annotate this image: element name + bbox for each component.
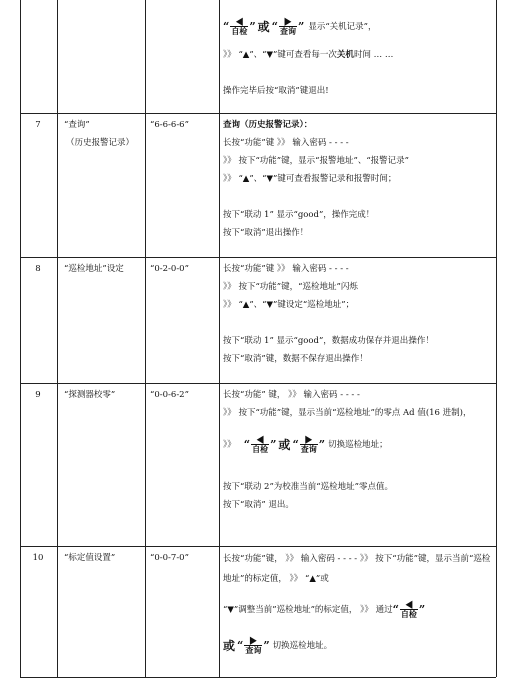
step-line bbox=[223, 188, 493, 206]
table-border-bottom bbox=[20, 677, 496, 678]
function-name: “巡检地址”设定 bbox=[64, 264, 124, 274]
self-test-key-icon: ◀ 自检 bbox=[231, 16, 248, 36]
column-divider bbox=[145, 0, 146, 677]
continued-description bbox=[223, 10, 493, 100]
section-title: 查询（历史报警记录）： bbox=[223, 120, 313, 130]
shutdown-record-line: “ ◀ 自检 ” 或 “ ▶ 查询 ” 显示“关机记录”， bbox=[223, 16, 377, 36]
row-number: 7 bbox=[35, 120, 41, 130]
shutdown-time-line: 》》 “▲”、“▼”键可查看每一次关机时间 … … bbox=[223, 50, 394, 60]
row-number: 9 bbox=[35, 390, 41, 400]
switch-address-line: 或 “ ▶ 查询 ” 切换巡检地址。 bbox=[223, 635, 333, 655]
step-line: 按下“取消”退出操作！ bbox=[223, 228, 309, 238]
step-text: 长按“功能”键， 》》 输入密码 - - - - 》》 按下“功能”键，显示当前“巡检地址”的标定值， 》》 “▲”或 bbox=[223, 554, 491, 584]
step-line: 按下“取消” 退出。 bbox=[223, 500, 294, 510]
calibration-adjust-line: “▼”调整当前”巡检地址”的标定值， 》》 通过 “ ◀ 自检 ” bbox=[223, 599, 426, 619]
table-border-left bbox=[20, 0, 21, 677]
row-description bbox=[223, 386, 493, 514]
password-code: “0-0-7-0” bbox=[150, 553, 189, 563]
row-description bbox=[223, 549, 493, 655]
step-line: 长按“功能”键 》》 输入密码 - - - - bbox=[223, 264, 349, 274]
self-test-key-icon: ◀ 自检 bbox=[400, 599, 417, 619]
row-divider bbox=[20, 546, 496, 547]
column-divider bbox=[219, 0, 220, 677]
step-line: 按下“联动 2”为校准当前“巡检地址”零点值。 bbox=[223, 482, 393, 492]
function-name: “标定值设置” bbox=[64, 553, 116, 563]
step-line: 按下“取消”键，数据不保存退出操作！ bbox=[223, 354, 368, 364]
password-code: “0-2-0-0” bbox=[150, 264, 189, 274]
table-border-right bbox=[496, 0, 497, 677]
step-line: 按下“联动 1” 显示“good”，数据成功保存并退出操作！ bbox=[223, 336, 434, 346]
password-code: “0-0-6-2” bbox=[150, 390, 189, 400]
step-line: 》》 “▲”、“▼”键设定“巡检地址”； bbox=[223, 300, 355, 310]
column-divider bbox=[57, 0, 58, 677]
row-description bbox=[223, 116, 493, 242]
query-key-icon: ▶ 查询 bbox=[245, 635, 262, 655]
switch-address-line: 》》 “ ◀ 自检 ” 或 “ ▶ 查询 ” 切换巡检地址； bbox=[223, 434, 388, 454]
step-line: 长按“功能” 键， 》》 输入密码 - - - - bbox=[223, 390, 360, 400]
row-number: 10 bbox=[32, 553, 44, 563]
step-line bbox=[223, 314, 493, 332]
row-divider bbox=[20, 113, 496, 114]
instruction-table bbox=[20, 0, 496, 677]
row-divider bbox=[20, 383, 496, 384]
step-line: 》》 按下“功能”键，“巡检地址”闪烁 bbox=[223, 282, 358, 292]
step-line: 长按“功能”键 》》 输入密码 - - - - bbox=[223, 138, 349, 148]
step-line: 》》 “▲”、“▼”键可查看报警记录和报警时间； bbox=[223, 174, 397, 184]
password-code: “6-6-6-6” bbox=[150, 120, 189, 130]
row-number: 8 bbox=[35, 264, 41, 274]
row-divider bbox=[20, 257, 496, 258]
function-name: “探测器校零” bbox=[64, 390, 116, 400]
row-description bbox=[223, 260, 493, 368]
step-line: 按下“联动 1” 显示“good”，操作完成！ bbox=[223, 210, 375, 220]
function-name: “查询” （历史报警记录） bbox=[64, 120, 135, 148]
step-line: 》》 按下“功能”键，显示“报警地址”、“报警记录” bbox=[223, 156, 410, 166]
query-key-icon: ▶ 查询 bbox=[280, 16, 296, 36]
step-line: 》》 按下“功能”键，显示当前“巡检地址”的零点 Ad 值(16 进制)， bbox=[223, 408, 472, 418]
query-key-icon: ▶ 查询 bbox=[300, 434, 317, 454]
self-test-key-icon: ◀ 自检 bbox=[252, 434, 269, 454]
exit-instruction: 操作完毕后按“取消”键退出! bbox=[223, 86, 329, 96]
